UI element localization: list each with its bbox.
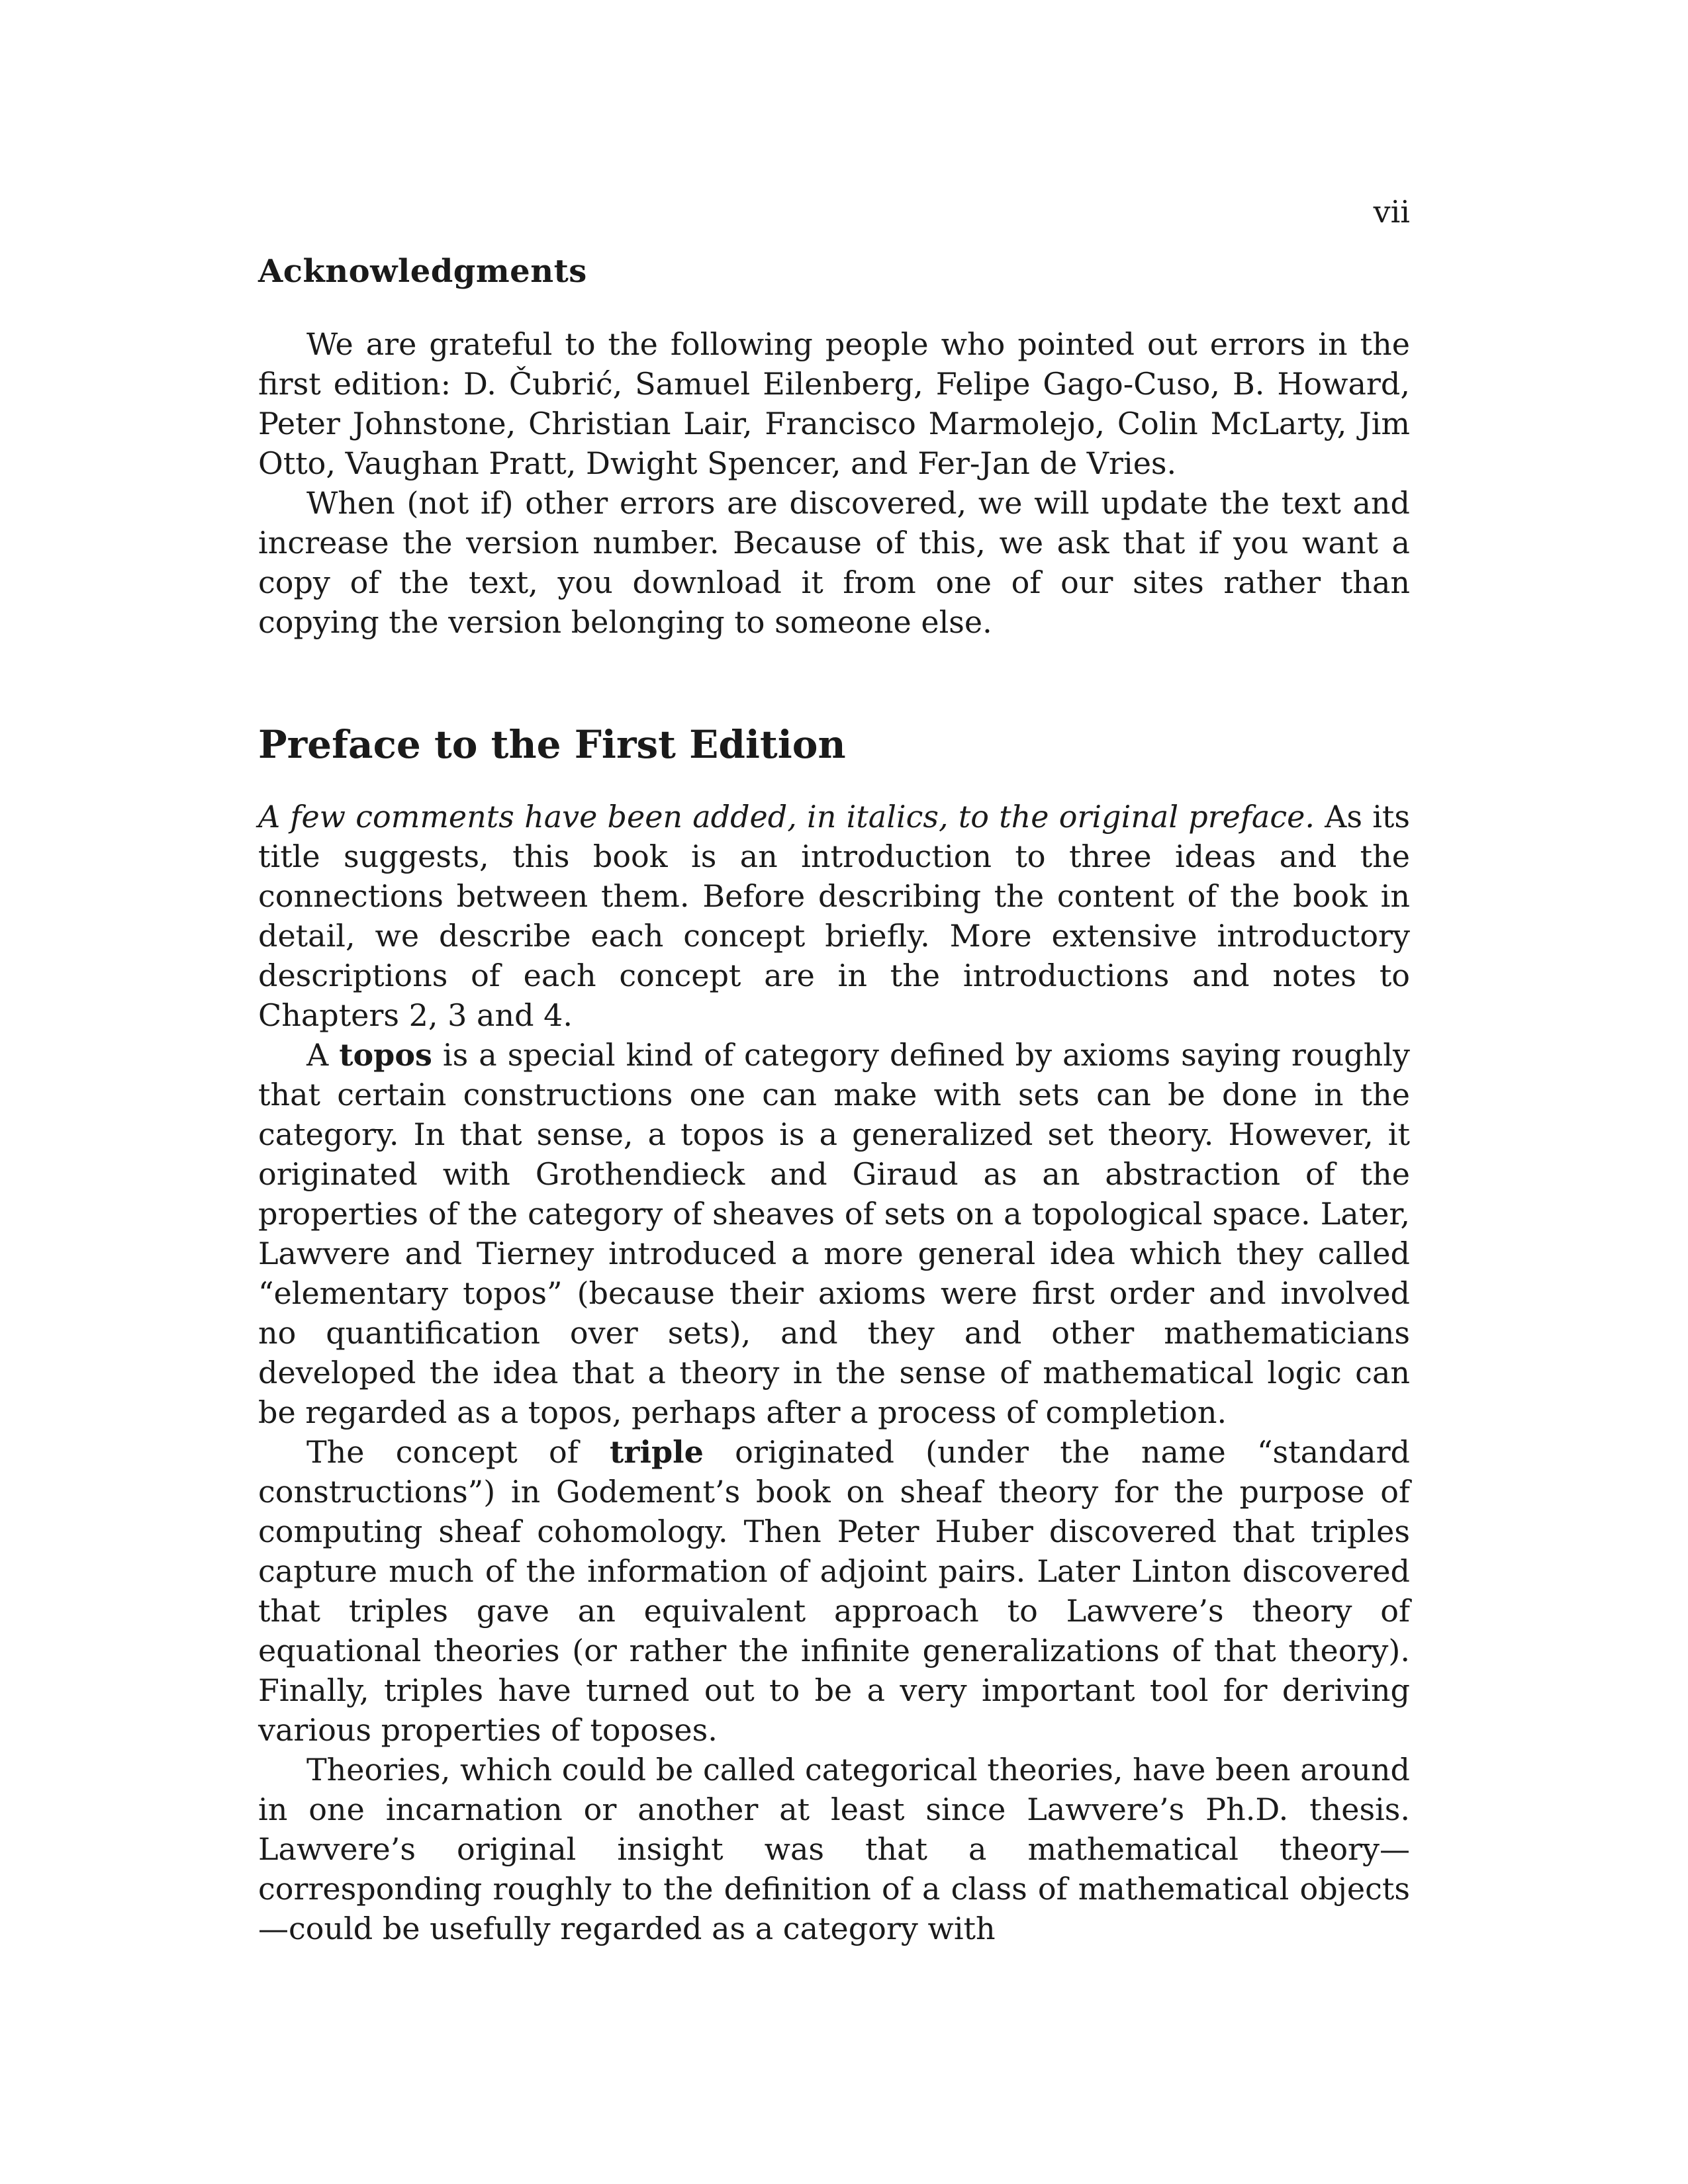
acknowledgments-paragraph: We are grateful to the following people who pointed out errors in the first edition: D. Čubrić, Samuel Eilenberg, Felipe Gago-Cuso, B. Howard, Peter Johnstone, Christian Lair, Francisco Marmolejo, Colin McLarty, Jim Otto, Vaughan Pratt, Dwight Spencer, and Fer-Jan de Vries. [258, 326, 1410, 481]
preface-intro-paragraph [258, 797, 1410, 1035]
acknowledgments-paragraph: When (not if) other errors are discovered, we will update the text and increase the version number. Because of this, we ask that if you want a copy of the text, you download it from one of our sites rather than copying the version belonging to someone else. [258, 485, 1410, 640]
page-number: vii [1373, 194, 1410, 230]
triple-paragraph [258, 1432, 1410, 1750]
page-content [258, 251, 1410, 1948]
acknowledgments-heading: Acknowledgments [258, 253, 587, 290]
paragraph-text: A [306, 1037, 340, 1073]
term-triple: triple [610, 1434, 704, 1470]
theories-paragraph: Theories, which could be called categorical theories, have been around in one incarnation or another at least since Lawvere’s Ph.D. thesis. Lawvere’s original insight was that a mathematical theory—corresponding roughly to the definition of a class of mathematical objects—could be usefully regarded as a category with [258, 1752, 1410, 1946]
preface-heading: Preface to the First Edition [258, 722, 846, 767]
paragraph-text: The concept of [306, 1434, 610, 1470]
paragraph-text: is a special kind of category defined by axioms saying roughly that certain constructions one can make with sets can be done in the category. In that sense, a topos is a generalized set theory. However, it originated with Grothendieck and Giraud as an abstraction of the properties of the category of sheaves of sets on a topological space. Later, Lawvere and Tierney introduced a more general idea which they called “elementary topos” (because their axioms were first order and involved no quantification over sets), and they and other mathematicians developed the idea that a theory in the sense of mathematical logic can be regarded as a topos, perhaps after a process of completion. [258, 1037, 1411, 1430]
paragraph-text: As its title suggests, this book is an introduction to three ideas and the connections between them. Before describing the content of the book in detail, we describe each concept briefly. More extensive introductory descriptions of each concept are in the introductions and notes to Chapters 2, 3 and 4. [258, 799, 1410, 1033]
term-topos: topos [339, 1037, 432, 1073]
italic-note: A few comments have been added, in italics, to the original preface. [258, 799, 1315, 835]
topos-paragraph [258, 1035, 1410, 1432]
paragraph-text: originated (under the name “standard constructions”) in Godement’s book on sheaf theory for the purpose of computing sheaf cohomology. Then Peter Huber discovered that triples capture much of the information of adjoint pairs. Later Linton discovered that triples gave an equivalent approach to Lawvere’s theory of equational theories (or rather the infinite generalizations of that theory). Finally, triples have turned out to be a very important tool for deriving various properties of toposes. [258, 1434, 1410, 1748]
